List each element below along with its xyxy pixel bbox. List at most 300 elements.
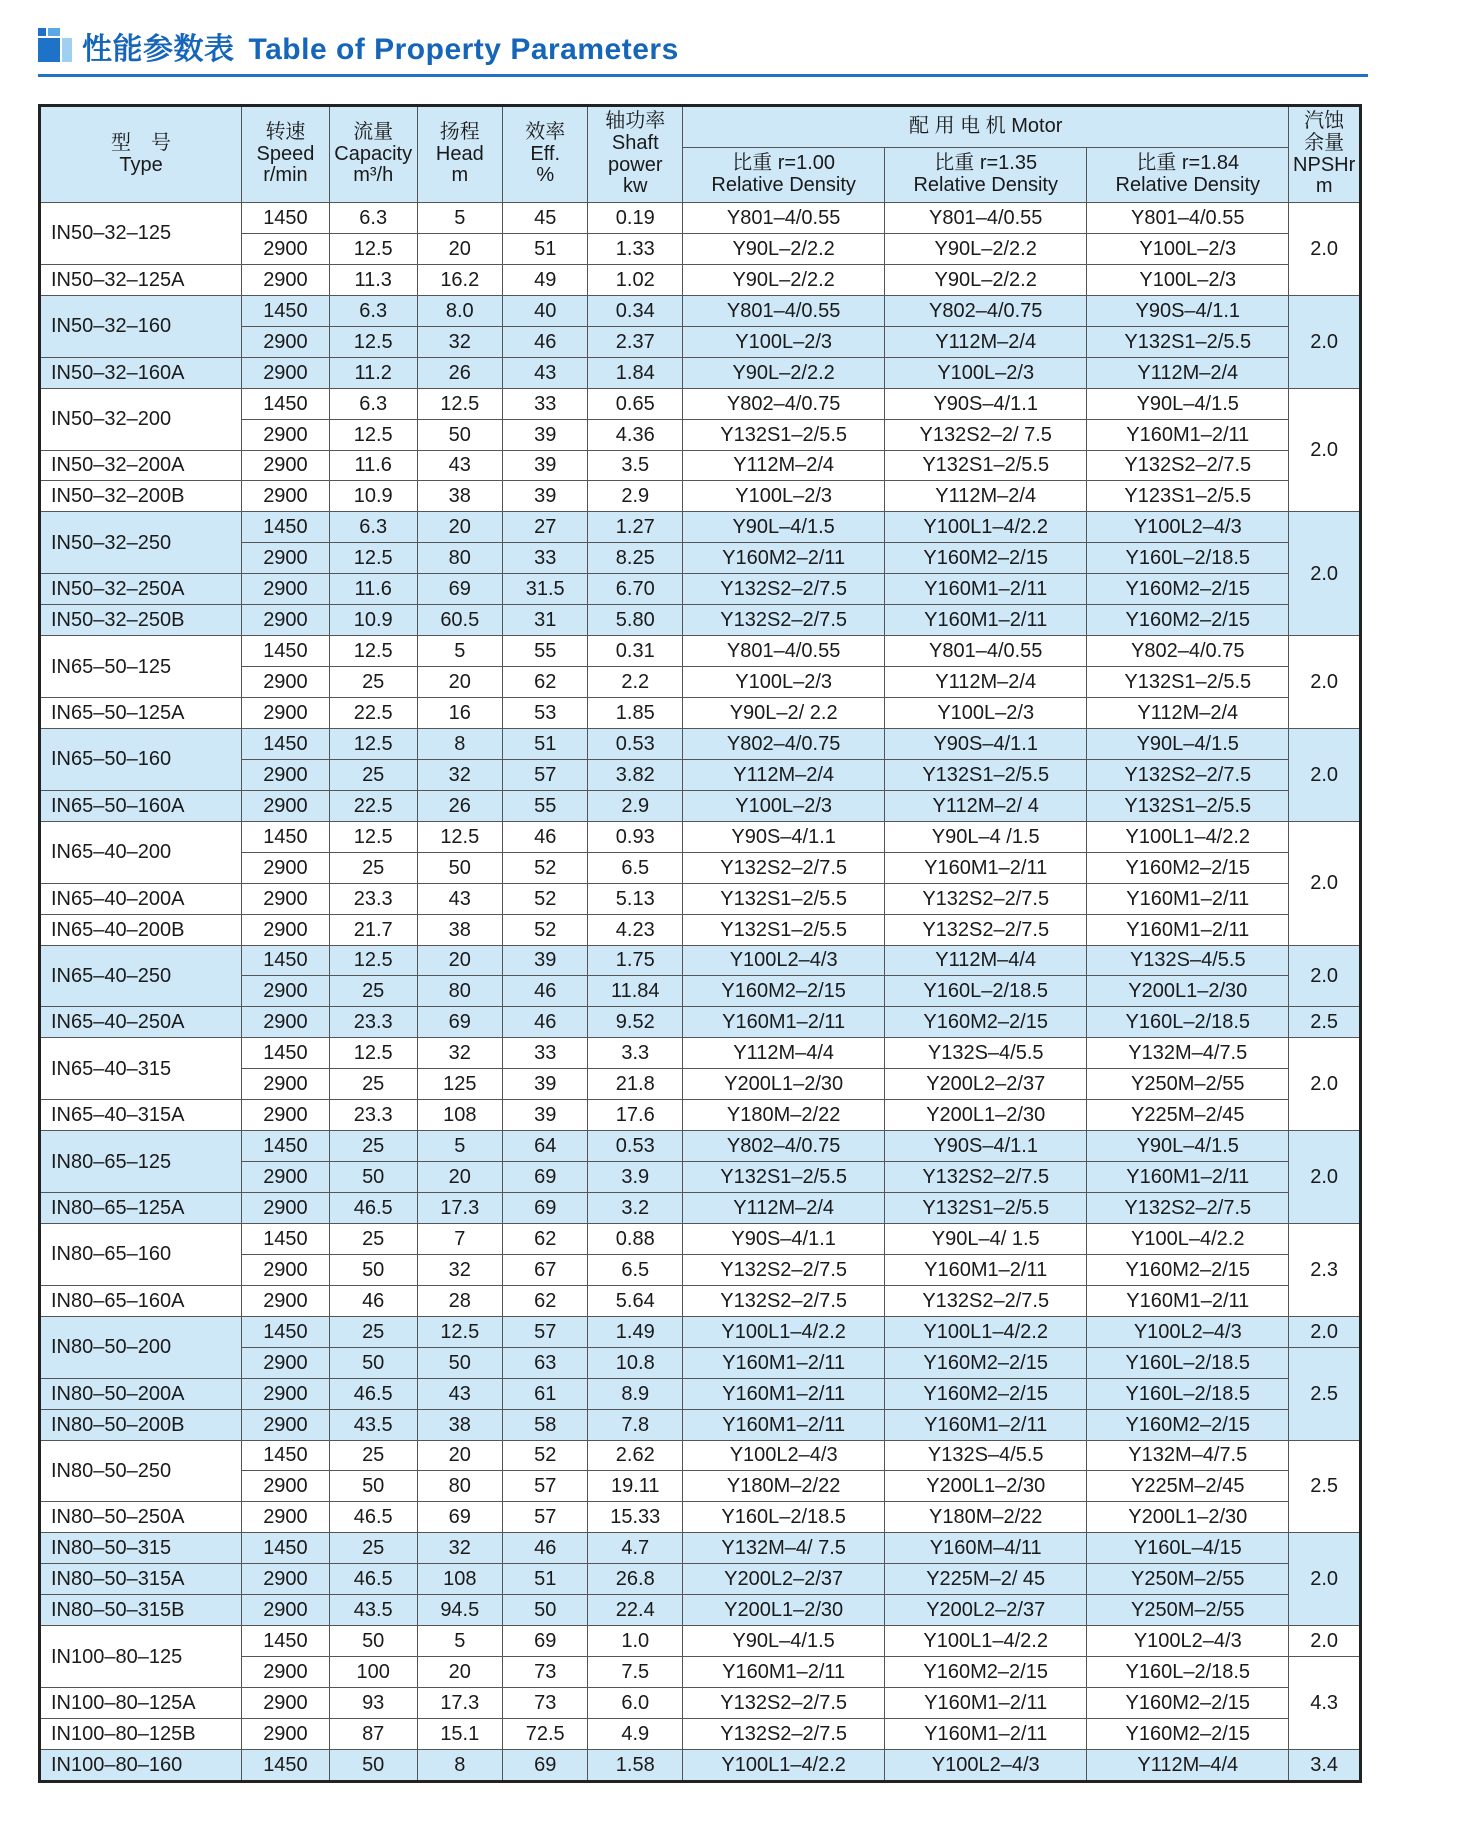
cell-speed: 2900 (242, 605, 330, 636)
cell-speed: 2900 (242, 759, 330, 790)
cell-motor-density-1: Y100L–2/3 (683, 667, 885, 698)
cell-capacity: 12.5 (329, 326, 417, 357)
cell-head: 50 (417, 1347, 502, 1378)
cell-shaft-power: 0.19 (588, 203, 683, 234)
cell-efficiency: 55 (503, 636, 588, 667)
cell-motor-density-1: Y132S2–2/7.5 (683, 1718, 885, 1749)
cell-head: 17.3 (417, 1193, 502, 1224)
cell-shaft-power: 5.13 (588, 883, 683, 914)
cell-motor-density-2: Y100L1–4/2.2 (885, 1626, 1087, 1657)
cell-efficiency: 39 (503, 419, 588, 450)
cell-speed: 2900 (242, 1069, 330, 1100)
cell-speed: 2900 (242, 574, 330, 605)
cell-motor-density-3: Y250M–2/55 (1087, 1564, 1289, 1595)
cell-shaft-power: 5.80 (588, 605, 683, 636)
cell-motor-density-1: Y180M–2/22 (683, 1100, 885, 1131)
cell-motor-density-2: Y112M–2/4 (885, 326, 1087, 357)
cell-efficiency: 51 (503, 1564, 588, 1595)
cell-motor-density-2: Y132S2–2/7.5 (885, 1162, 1087, 1193)
cell-motor-density-1: Y801–4/0.55 (683, 636, 885, 667)
cell-capacity: 25 (329, 976, 417, 1007)
cell-motor-density-2: Y160M2–2/15 (885, 543, 1087, 574)
cell-type: IN65–40–315A (40, 1100, 242, 1131)
cell-efficiency: 62 (503, 1223, 588, 1254)
cell-motor-density-2: Y132S1–2/5.5 (885, 759, 1087, 790)
table-row (40, 1564, 1361, 1595)
cell-capacity: 11.2 (329, 357, 417, 388)
table-row (40, 1626, 1361, 1657)
cell-motor-density-3: Y100L–2/3 (1087, 264, 1289, 295)
cell-motor-density-1: Y90L–2/2.2 (683, 264, 885, 295)
cell-head: 20 (417, 1440, 502, 1471)
cell-efficiency: 39 (503, 481, 588, 512)
cell-motor-density-1: Y132S2–2/7.5 (683, 1285, 885, 1316)
cell-shaft-power: 0.93 (588, 821, 683, 852)
cell-head: 17.3 (417, 1688, 502, 1719)
cell-npshr: 2.5 (1289, 1347, 1361, 1440)
cell-type: IN100–80–125 (40, 1626, 242, 1688)
cell-motor-density-1: Y132S1–2/5.5 (683, 419, 885, 450)
cell-capacity: 11.3 (329, 264, 417, 295)
cell-head: 7 (417, 1223, 502, 1254)
cell-head: 32 (417, 759, 502, 790)
cell-shaft-power: 0.31 (588, 636, 683, 667)
cell-motor-density-2: Y160M2–2/15 (885, 1007, 1087, 1038)
cell-capacity: 12.5 (329, 636, 417, 667)
cell-motor-density-2: Y112M–2/ 4 (885, 790, 1087, 821)
cell-capacity: 50 (329, 1626, 417, 1657)
cell-shaft-power: 15.33 (588, 1502, 683, 1533)
cell-shaft-power: 4.7 (588, 1533, 683, 1564)
cell-head: 20 (417, 945, 502, 976)
cell-capacity: 25 (329, 1223, 417, 1254)
cell-speed: 2900 (242, 852, 330, 883)
cell-efficiency: 27 (503, 512, 588, 543)
cell-capacity: 12.5 (329, 419, 417, 450)
cell-head: 32 (417, 1533, 502, 1564)
cell-motor-density-3: Y132S1–2/5.5 (1087, 790, 1289, 821)
cell-motor-density-2: Y90L–2/2.2 (885, 264, 1087, 295)
cell-speed: 2900 (242, 1564, 330, 1595)
cell-motor-density-3: Y160M2–2/15 (1087, 1409, 1289, 1440)
cell-motor-density-1: Y132S2–2/7.5 (683, 1688, 885, 1719)
cell-motor-density-2: Y112M–4/4 (885, 945, 1087, 976)
cell-capacity: 12.5 (329, 821, 417, 852)
cell-type: IN65–50–160A (40, 790, 242, 821)
cell-motor-density-1: Y100L2–4/3 (683, 1440, 885, 1471)
cell-motor-density-1: Y180M–2/22 (683, 1471, 885, 1502)
cell-type: IN80–50–250A (40, 1502, 242, 1533)
cell-motor-density-2: Y160M1–2/11 (885, 1409, 1087, 1440)
cell-speed: 1450 (242, 728, 330, 759)
cell-shaft-power: 1.84 (588, 357, 683, 388)
cell-efficiency: 46 (503, 1533, 588, 1564)
cell-npshr: 2.0 (1289, 388, 1361, 512)
cell-capacity: 12.5 (329, 1038, 417, 1069)
cell-motor-density-1: Y132S2–2/7.5 (683, 574, 885, 605)
cell-efficiency: 57 (503, 1502, 588, 1533)
cell-shaft-power: 2.37 (588, 326, 683, 357)
cell-speed: 2900 (242, 1193, 330, 1224)
cell-speed: 2900 (242, 326, 330, 357)
table-row (40, 1718, 1361, 1749)
cell-motor-density-1: Y132S2–2/7.5 (683, 605, 885, 636)
table-row (40, 1502, 1361, 1533)
cell-speed: 1450 (242, 1626, 330, 1657)
cell-capacity: 87 (329, 1718, 417, 1749)
cell-motor-density-3: Y90L–4/1.5 (1087, 1131, 1289, 1162)
cell-capacity: 50 (329, 1162, 417, 1193)
cell-motor-density-3: Y123S1–2/5.5 (1087, 481, 1289, 512)
cell-motor-density-3: Y132S–4/5.5 (1087, 945, 1289, 976)
cell-speed: 2900 (242, 1378, 330, 1409)
cell-type: IN80–50–315B (40, 1595, 242, 1626)
header-shaft-power: 轴功率 Shaft power kw (588, 106, 683, 203)
cell-type: IN65–40–315 (40, 1038, 242, 1100)
cell-motor-density-1: Y802–4/0.75 (683, 1131, 885, 1162)
cell-efficiency: 50 (503, 1595, 588, 1626)
cell-capacity: 46.5 (329, 1378, 417, 1409)
cell-motor-density-1: Y90L–4/1.5 (683, 1626, 885, 1657)
table-row (40, 1131, 1361, 1162)
cell-efficiency: 57 (503, 1316, 588, 1347)
cell-motor-density-2: Y160M1–2/11 (885, 1718, 1087, 1749)
cell-shaft-power: 1.58 (588, 1749, 683, 1781)
cell-motor-density-1: Y160M1–2/11 (683, 1409, 885, 1440)
cell-motor-density-3: Y160L–4/15 (1087, 1533, 1289, 1564)
cell-speed: 2900 (242, 233, 330, 264)
cell-npshr: 3.4 (1289, 1749, 1361, 1781)
cell-motor-density-2: Y160M–4/11 (885, 1533, 1087, 1564)
cell-motor-density-1: Y200L1–2/30 (683, 1069, 885, 1100)
cell-motor-density-1: Y801–4/0.55 (683, 203, 885, 234)
cell-motor-density-1: Y100L2–4/3 (683, 945, 885, 976)
cell-head: 16.2 (417, 264, 502, 295)
header-efficiency: 效率 Eff. % (503, 106, 588, 203)
cell-motor-density-2: Y802–4/0.75 (885, 295, 1087, 326)
cell-shaft-power: 6.5 (588, 852, 683, 883)
cell-shaft-power: 1.85 (588, 698, 683, 729)
cell-motor-density-1: Y100L–2/3 (683, 326, 885, 357)
cell-motor-density-3: Y112M–2/4 (1087, 357, 1289, 388)
cell-capacity: 25 (329, 667, 417, 698)
header-density-1: 比重 r=1.00 Relative Density (683, 148, 885, 203)
cell-capacity: 25 (329, 852, 417, 883)
cell-type: IN80–65–125 (40, 1131, 242, 1193)
cell-motor-density-2: Y200L2–2/37 (885, 1069, 1087, 1100)
property-parameters-table (38, 104, 1362, 1783)
cell-speed: 2900 (242, 1347, 330, 1378)
cell-head: 20 (417, 1657, 502, 1688)
cell-motor-density-2: Y90L–2/2.2 (885, 233, 1087, 264)
cell-capacity: 46.5 (329, 1564, 417, 1595)
cell-type: IN65–40–250A (40, 1007, 242, 1038)
cell-motor-density-2: Y160M1–2/11 (885, 852, 1087, 883)
cell-motor-density-3: Y801–4/0.55 (1087, 203, 1289, 234)
cell-motor-density-3: Y100L1–4/2.2 (1087, 821, 1289, 852)
cell-type: IN50–32–200B (40, 481, 242, 512)
cell-speed: 1450 (242, 1038, 330, 1069)
cell-motor-density-1: Y132S1–2/5.5 (683, 914, 885, 945)
table-row (40, 1285, 1361, 1316)
cell-motor-density-2: Y112M–2/4 (885, 667, 1087, 698)
cell-efficiency: 69 (503, 1162, 588, 1193)
cell-capacity: 23.3 (329, 883, 417, 914)
cell-motor-density-2: Y801–4/0.55 (885, 636, 1087, 667)
cell-motor-density-1: Y132S1–2/5.5 (683, 883, 885, 914)
cell-capacity: 12.5 (329, 233, 417, 264)
cell-motor-density-3: Y132S2–2/7.5 (1087, 759, 1289, 790)
cell-motor-density-3: Y802–4/0.75 (1087, 636, 1289, 667)
cell-efficiency: 55 (503, 790, 588, 821)
cell-speed: 2900 (242, 419, 330, 450)
cell-head: 108 (417, 1564, 502, 1595)
cell-head: 12.5 (417, 1316, 502, 1347)
cell-head: 69 (417, 574, 502, 605)
cell-motor-density-3: Y160M1–2/11 (1087, 883, 1289, 914)
cell-head: 26 (417, 790, 502, 821)
cell-type: IN80–50–315 (40, 1533, 242, 1564)
cell-motor-density-3: Y160M1–2/11 (1087, 1162, 1289, 1193)
cell-shaft-power: 0.53 (588, 1131, 683, 1162)
table-row (40, 388, 1361, 419)
cell-efficiency: 31.5 (503, 574, 588, 605)
cell-speed: 1450 (242, 1131, 330, 1162)
cell-speed: 1450 (242, 1533, 330, 1564)
cell-speed: 1450 (242, 1749, 330, 1781)
cell-capacity: 46.5 (329, 1193, 417, 1224)
cell-speed: 2900 (242, 883, 330, 914)
cell-shaft-power: 7.8 (588, 1409, 683, 1440)
cell-type: IN50–32–250B (40, 605, 242, 636)
title-english: Table of Property Parameters (248, 33, 679, 66)
cell-motor-density-1: Y160M1–2/11 (683, 1347, 885, 1378)
cell-head: 38 (417, 914, 502, 945)
cell-motor-density-2: Y160M1–2/11 (885, 1688, 1087, 1719)
cell-head: 43 (417, 450, 502, 481)
cell-motor-density-2: Y100L2–4/3 (885, 1749, 1087, 1781)
cell-motor-density-3: Y160L–2/18.5 (1087, 1007, 1289, 1038)
page-title (82, 24, 679, 68)
cell-motor-density-2: Y801–4/0.55 (885, 203, 1087, 234)
cell-shaft-power: 1.49 (588, 1316, 683, 1347)
cell-capacity: 25 (329, 759, 417, 790)
cell-speed: 2900 (242, 976, 330, 1007)
cell-efficiency: 52 (503, 852, 588, 883)
cell-efficiency: 52 (503, 883, 588, 914)
cell-shaft-power: 0.65 (588, 388, 683, 419)
cell-shaft-power: 4.23 (588, 914, 683, 945)
table-row (40, 605, 1361, 636)
cell-capacity: 50 (329, 1749, 417, 1781)
cell-motor-density-1: Y90S–4/1.1 (683, 821, 885, 852)
cell-efficiency: 63 (503, 1347, 588, 1378)
cell-type: IN65–40–200 (40, 821, 242, 883)
cell-motor-density-1: Y90S–4/1.1 (683, 1223, 885, 1254)
cell-capacity: 6.3 (329, 295, 417, 326)
cell-motor-density-1: Y100L1–4/2.2 (683, 1749, 885, 1781)
cell-motor-density-3: Y160M1–2/11 (1087, 419, 1289, 450)
table-row (40, 945, 1361, 976)
cell-head: 20 (417, 512, 502, 543)
cell-efficiency: 57 (503, 1471, 588, 1502)
cell-motor-density-1: Y90L–2/ 2.2 (683, 698, 885, 729)
cell-shaft-power: 9.52 (588, 1007, 683, 1038)
cell-motor-density-1: Y100L–2/3 (683, 790, 885, 821)
table-row (40, 914, 1361, 945)
cell-shaft-power: 19.11 (588, 1471, 683, 1502)
cell-motor-density-1: Y802–4/0.75 (683, 728, 885, 759)
cell-type: IN80–65–160A (40, 1285, 242, 1316)
cell-head: 15.1 (417, 1718, 502, 1749)
cell-head: 26 (417, 357, 502, 388)
cell-efficiency: 46 (503, 821, 588, 852)
cell-shaft-power: 8.9 (588, 1378, 683, 1409)
cell-head: 5 (417, 203, 502, 234)
table-row (40, 203, 1361, 234)
cell-motor-density-2: Y160M1–2/11 (885, 605, 1087, 636)
header-type: 型 号 Type (40, 106, 242, 203)
cell-npshr: 2.0 (1289, 1131, 1361, 1224)
cell-speed: 2900 (242, 1595, 330, 1626)
cell-head: 28 (417, 1285, 502, 1316)
cell-speed: 2900 (242, 1007, 330, 1038)
cell-motor-density-2: Y100L1–4/2.2 (885, 512, 1087, 543)
cell-type: IN50–32–250 (40, 512, 242, 574)
cell-efficiency: 39 (503, 945, 588, 976)
cell-shaft-power: 2.62 (588, 1440, 683, 1471)
cell-efficiency: 57 (503, 759, 588, 790)
cell-speed: 1450 (242, 945, 330, 976)
cell-speed: 1450 (242, 636, 330, 667)
cell-head: 80 (417, 976, 502, 1007)
cell-efficiency: 31 (503, 605, 588, 636)
cell-motor-density-2: Y90L–4/ 1.5 (885, 1223, 1087, 1254)
cell-motor-density-2: Y200L1–2/30 (885, 1100, 1087, 1131)
cell-shaft-power: 7.5 (588, 1657, 683, 1688)
cell-capacity: 46.5 (329, 1502, 417, 1533)
cell-efficiency: 72.5 (503, 1718, 588, 1749)
table-row (40, 698, 1361, 729)
cell-type: IN50–32–160 (40, 295, 242, 357)
cell-motor-density-2: Y132S2–2/7.5 (885, 1285, 1087, 1316)
cell-shaft-power: 6.70 (588, 574, 683, 605)
cell-efficiency: 33 (503, 1038, 588, 1069)
table-row (40, 1595, 1361, 1626)
cell-efficiency: 69 (503, 1626, 588, 1657)
cell-motor-density-2: Y90S–4/1.1 (885, 388, 1087, 419)
cell-head: 32 (417, 1254, 502, 1285)
cell-efficiency: 33 (503, 388, 588, 419)
cell-motor-density-2: Y160M2–2/15 (885, 1378, 1087, 1409)
cell-speed: 2900 (242, 1688, 330, 1719)
cell-efficiency: 51 (503, 233, 588, 264)
cell-capacity: 11.6 (329, 574, 417, 605)
cell-motor-density-3: Y160M2–2/15 (1087, 1718, 1289, 1749)
cell-efficiency: 64 (503, 1131, 588, 1162)
cell-type: IN50–32–200 (40, 388, 242, 450)
cell-efficiency: 43 (503, 357, 588, 388)
header-capacity: 流量 Capacity m³/h (329, 106, 417, 203)
cell-efficiency: 45 (503, 203, 588, 234)
cell-head: 80 (417, 543, 502, 574)
cell-speed: 2900 (242, 698, 330, 729)
cell-npshr: 2.0 (1289, 1626, 1361, 1657)
cell-type: IN100–80–125A (40, 1688, 242, 1719)
cell-shaft-power: 3.2 (588, 1193, 683, 1224)
cell-shaft-power: 4.36 (588, 419, 683, 450)
cell-motor-density-1: Y160L–2/18.5 (683, 1502, 885, 1533)
cell-speed: 1450 (242, 388, 330, 419)
cell-head: 8 (417, 728, 502, 759)
cell-motor-density-1: Y112M–2/4 (683, 1193, 885, 1224)
cell-head: 32 (417, 1038, 502, 1069)
cell-motor-density-1: Y160M2–2/11 (683, 543, 885, 574)
cell-motor-density-3: Y250M–2/55 (1087, 1595, 1289, 1626)
cell-head: 16 (417, 698, 502, 729)
cell-capacity: 50 (329, 1254, 417, 1285)
cell-motor-density-2: Y100L1–4/2.2 (885, 1316, 1087, 1347)
cell-head: 38 (417, 481, 502, 512)
cell-motor-density-1: Y112M–2/4 (683, 759, 885, 790)
cell-capacity: 25 (329, 1440, 417, 1471)
cell-shaft-power: 10.8 (588, 1347, 683, 1378)
cell-motor-density-2: Y160M2–2/15 (885, 1347, 1087, 1378)
cell-efficiency: 46 (503, 976, 588, 1007)
table-header (40, 106, 1361, 203)
cell-shaft-power: 6.0 (588, 1688, 683, 1719)
cell-motor-density-3: Y160M2–2/15 (1087, 574, 1289, 605)
table-row (40, 1378, 1361, 1409)
cell-motor-density-3: Y132S1–2/5.5 (1087, 326, 1289, 357)
cell-motor-density-3: Y132M–4/7.5 (1087, 1038, 1289, 1069)
cell-motor-density-2: Y180M–2/22 (885, 1502, 1087, 1533)
cell-motor-density-2: Y132S2–2/7.5 (885, 914, 1087, 945)
cell-shaft-power: 3.9 (588, 1162, 683, 1193)
cell-motor-density-3: Y112M–2/4 (1087, 698, 1289, 729)
cell-motor-density-2: Y132S2–2/ 7.5 (885, 419, 1087, 450)
cell-capacity: 12.5 (329, 728, 417, 759)
cell-head: 69 (417, 1007, 502, 1038)
cell-npshr: 2.0 (1289, 1316, 1361, 1347)
table-row (40, 481, 1361, 512)
cell-efficiency: 62 (503, 667, 588, 698)
cell-npshr: 2.0 (1289, 1038, 1361, 1131)
cell-speed: 1450 (242, 1440, 330, 1471)
header-density-3: 比重 r=1.84 Relative Density (1087, 148, 1289, 203)
cell-shaft-power: 1.02 (588, 264, 683, 295)
cell-motor-density-3: Y250M–2/55 (1087, 1069, 1289, 1100)
table-row (40, 295, 1361, 326)
cell-efficiency: 46 (503, 1007, 588, 1038)
cell-motor-density-1: Y112M–4/4 (683, 1038, 885, 1069)
cell-capacity: 25 (329, 1316, 417, 1347)
cell-motor-density-2: Y100L–2/3 (885, 357, 1087, 388)
cell-capacity: 23.3 (329, 1007, 417, 1038)
cell-motor-density-1: Y160M1–2/11 (683, 1378, 885, 1409)
cell-npshr: 4.3 (1289, 1657, 1361, 1750)
cell-speed: 2900 (242, 450, 330, 481)
cell-capacity: 43.5 (329, 1595, 417, 1626)
cell-shaft-power: 1.33 (588, 233, 683, 264)
cell-efficiency: 67 (503, 1254, 588, 1285)
table-row (40, 1223, 1361, 1254)
cell-type: IN65–50–125 (40, 636, 242, 698)
cell-efficiency: 39 (503, 1069, 588, 1100)
cell-motor-density-2: Y200L2–2/37 (885, 1595, 1087, 1626)
cell-type: IN50–32–200A (40, 450, 242, 481)
header-motor: 配 用 电 机 Motor (683, 106, 1289, 148)
